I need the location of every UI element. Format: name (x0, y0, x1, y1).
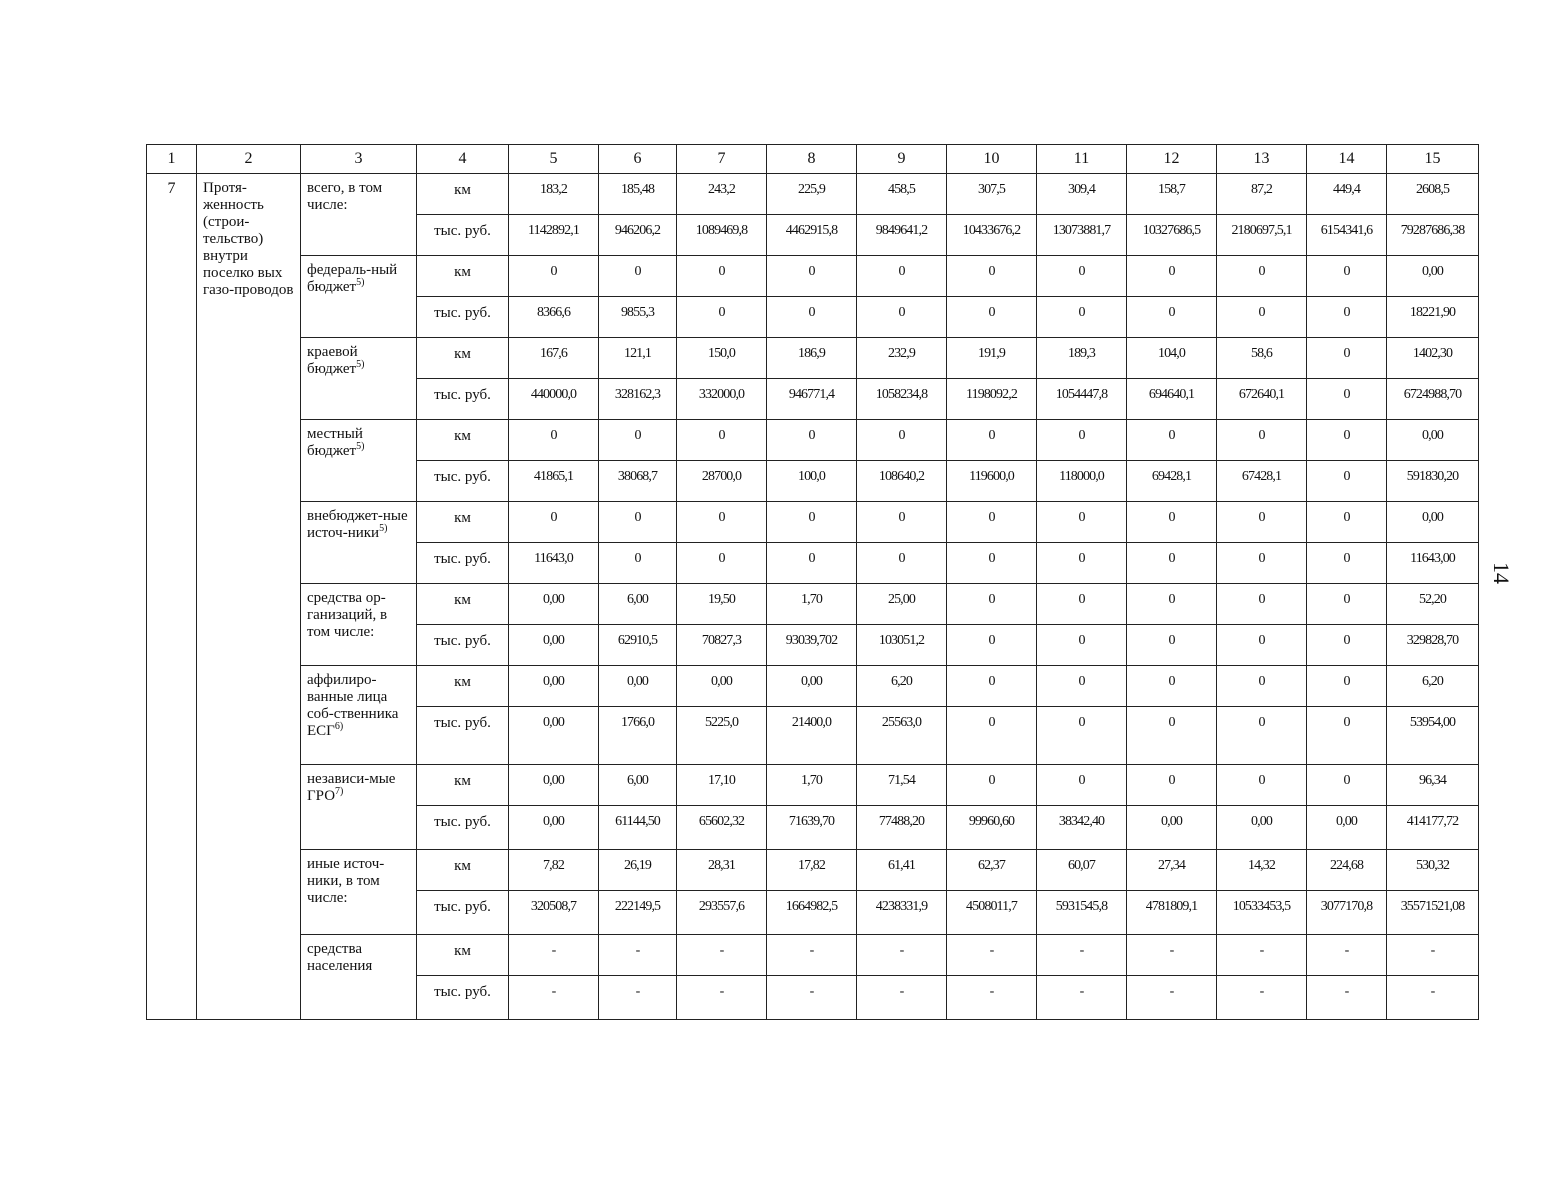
value-cell: 69428,1 (1127, 461, 1217, 502)
value-cell: 0,00 (509, 806, 599, 850)
value-cell: 70827,3 (677, 625, 767, 666)
value-cell: - (1307, 935, 1387, 976)
source-label-text: краевой бюджет (307, 344, 358, 377)
source-label (301, 935, 417, 1020)
unit-cell: тыс. руб. (417, 297, 509, 338)
header-cell: 2 (197, 145, 301, 174)
value-cell: 1,70 (767, 765, 857, 806)
value-cell: 591830,20 (1387, 461, 1479, 502)
footnote-mark: 6) (334, 721, 344, 732)
value-cell: 1402,30 (1387, 338, 1479, 379)
value-cell: 0 (1127, 297, 1217, 338)
value-cell: 0 (1127, 256, 1217, 297)
value-cell: 0,00 (767, 666, 857, 707)
table-row (147, 935, 1479, 976)
value-cell: 14,32 (1217, 850, 1307, 891)
table-row (147, 850, 1479, 891)
value-cell: 2180697,5,1 (1217, 215, 1307, 256)
value-cell: 0 (1307, 707, 1387, 765)
value-cell: 25,00 (857, 584, 947, 625)
value-cell: 225,9 (767, 174, 857, 215)
value-cell: 0 (947, 256, 1037, 297)
table-row (147, 420, 1479, 461)
source-label-text: независи-мые ГРО (307, 771, 396, 804)
value-cell: 232,9 (857, 338, 947, 379)
unit-cell: тыс. руб. (417, 806, 509, 850)
value-cell: 17,82 (767, 850, 857, 891)
source-label (301, 256, 417, 338)
value-cell: 0 (1037, 625, 1127, 666)
table-row (147, 765, 1479, 806)
header-cell: 10 (947, 145, 1037, 174)
value-cell: 28,31 (677, 850, 767, 891)
unit-cell: тыс. руб. (417, 891, 509, 935)
value-cell: 8366,6 (509, 297, 599, 338)
value-cell: 0 (677, 297, 767, 338)
footnote-mark: 7) (335, 786, 344, 797)
unit-cell: тыс. руб. (417, 379, 509, 420)
value-cell: 0 (1127, 707, 1217, 765)
value-cell: 0 (1037, 420, 1127, 461)
value-cell: 1,70 (767, 584, 857, 625)
unit-cell: км (417, 256, 509, 297)
value-cell: 0 (677, 502, 767, 543)
value-cell: - (1037, 935, 1127, 976)
value-cell: 0 (677, 256, 767, 297)
value-cell: 328162,3 (599, 379, 677, 420)
value-cell: 53954,00 (1387, 707, 1479, 765)
value-cell: 0 (509, 420, 599, 461)
value-cell: 62910,5 (599, 625, 677, 666)
source-label-text: федераль-ный бюджет (307, 262, 398, 295)
value-cell: 11643,00 (1387, 543, 1479, 584)
value-cell: 0,00 (509, 707, 599, 765)
value-cell: 0 (509, 256, 599, 297)
value-cell: 320508,7 (509, 891, 599, 935)
value-cell: 52,20 (1387, 584, 1479, 625)
value-cell: 307,5 (947, 174, 1037, 215)
value-cell: 0 (767, 543, 857, 584)
value-cell: 150,0 (677, 338, 767, 379)
value-cell: 0 (1307, 543, 1387, 584)
value-cell: 0 (1217, 256, 1307, 297)
source-label-text: средства ор-ганизаций, в том числе: (307, 590, 388, 640)
value-cell: 119600,0 (947, 461, 1037, 502)
value-cell: 0 (1037, 666, 1127, 707)
value-cell: 293557,6 (677, 891, 767, 935)
value-cell: 10533453,5 (1217, 891, 1307, 935)
value-cell: 61,41 (857, 850, 947, 891)
value-cell: 309,4 (1037, 174, 1127, 215)
value-cell: 0 (1307, 297, 1387, 338)
page-number: 14 (1489, 562, 1514, 584)
unit-cell: км (417, 502, 509, 543)
value-cell: 0 (1217, 543, 1307, 584)
value-cell: 0 (1127, 420, 1217, 461)
source-label (301, 850, 417, 935)
value-cell: 0 (1217, 765, 1307, 806)
value-cell: 1054447,8 (1037, 379, 1127, 420)
value-cell: 71639,70 (767, 806, 857, 850)
value-cell: 118000,0 (1037, 461, 1127, 502)
value-cell: 17,10 (677, 765, 767, 806)
value-cell: 0 (1307, 666, 1387, 707)
table-row (147, 338, 1479, 379)
value-cell: - (857, 935, 947, 976)
value-cell: 79287686,38 (1387, 215, 1479, 256)
value-cell: 694640,1 (1127, 379, 1217, 420)
value-cell: 0 (947, 707, 1037, 765)
value-cell: 5931545,8 (1037, 891, 1127, 935)
value-cell: 0,00 (509, 584, 599, 625)
value-cell: 0 (1127, 502, 1217, 543)
value-cell: 21400,0 (767, 707, 857, 765)
value-cell: 27,34 (1127, 850, 1217, 891)
data-table (146, 144, 1479, 1020)
header-cell: 11 (1037, 145, 1127, 174)
value-cell: 67428,1 (1217, 461, 1307, 502)
unit-cell: тыс. руб. (417, 707, 509, 765)
value-cell: 1058234,8 (857, 379, 947, 420)
value-cell: 103051,2 (857, 625, 947, 666)
header-cell: 14 (1307, 145, 1387, 174)
value-cell: 189,3 (1037, 338, 1127, 379)
value-cell: 93039,702 (767, 625, 857, 666)
value-cell: 0 (1127, 666, 1217, 707)
value-cell: 0 (947, 625, 1037, 666)
footnote-mark: 5) (356, 441, 365, 452)
value-cell: 0,00 (1127, 806, 1217, 850)
header-cell: 5 (509, 145, 599, 174)
value-cell: 0 (767, 297, 857, 338)
value-cell: 9849641,2 (857, 215, 947, 256)
value-cell: 1766,0 (599, 707, 677, 765)
unit-cell: км (417, 338, 509, 379)
value-cell: - (1127, 935, 1217, 976)
value-cell: - (677, 976, 767, 1020)
value-cell: 26,19 (599, 850, 677, 891)
header-cell: 4 (417, 145, 509, 174)
source-label (301, 666, 417, 765)
value-cell: 104,0 (1127, 338, 1217, 379)
value-cell: 183,2 (509, 174, 599, 215)
value-cell: 0 (767, 420, 857, 461)
header-cell: 3 (301, 145, 417, 174)
value-cell: 0 (1217, 297, 1307, 338)
value-cell: 0 (1037, 765, 1127, 806)
unit-cell: тыс. руб. (417, 215, 509, 256)
value-cell: 5225,0 (677, 707, 767, 765)
source-label (301, 338, 417, 420)
value-cell: 25563,0 (857, 707, 947, 765)
value-cell: 0,00 (1307, 806, 1387, 850)
value-cell: - (509, 935, 599, 976)
value-cell: 329828,70 (1387, 625, 1479, 666)
value-cell: - (1127, 976, 1217, 1020)
value-cell: 0 (509, 502, 599, 543)
value-cell: 0 (677, 420, 767, 461)
unit-cell: тыс. руб. (417, 976, 509, 1020)
value-cell: 1198092,2 (947, 379, 1037, 420)
value-cell: 0 (1307, 461, 1387, 502)
value-cell: 0 (1127, 584, 1217, 625)
table-row (147, 174, 1479, 215)
value-cell: - (947, 935, 1037, 976)
header-cell: 15 (1387, 145, 1479, 174)
value-cell: 77488,20 (857, 806, 947, 850)
value-cell: 87,2 (1217, 174, 1307, 215)
value-cell: - (509, 976, 599, 1020)
value-cell: 167,6 (509, 338, 599, 379)
value-cell: 100,0 (767, 461, 857, 502)
source-label-text: всего, в том числе: (307, 180, 383, 213)
value-cell: 0 (677, 543, 767, 584)
value-cell: 0 (947, 502, 1037, 543)
value-cell: 0 (1217, 584, 1307, 625)
value-cell: 61144,50 (599, 806, 677, 850)
value-cell: 0 (1307, 625, 1387, 666)
value-cell: 4781809,1 (1127, 891, 1217, 935)
value-cell: 1142892,1 (509, 215, 599, 256)
value-cell: - (677, 935, 767, 976)
value-cell: 0 (1037, 256, 1127, 297)
value-cell: 99960,60 (947, 806, 1037, 850)
value-cell: 224,68 (1307, 850, 1387, 891)
value-cell: 0 (947, 420, 1037, 461)
value-cell: - (599, 935, 677, 976)
value-cell: 158,7 (1127, 174, 1217, 215)
value-cell: 18221,90 (1387, 297, 1479, 338)
value-cell: 0 (947, 666, 1037, 707)
unit-cell: км (417, 666, 509, 707)
value-cell: 0 (1127, 765, 1217, 806)
value-cell: 222149,5 (599, 891, 677, 935)
table-row (147, 502, 1479, 543)
value-cell: 946206,2 (599, 215, 677, 256)
unit-cell: км (417, 584, 509, 625)
value-cell: 10433676,2 (947, 215, 1037, 256)
source-label (301, 420, 417, 502)
value-cell: 0 (857, 543, 947, 584)
source-label (301, 765, 417, 850)
value-cell: 0 (599, 502, 677, 543)
value-cell: 0 (1217, 502, 1307, 543)
value-cell: 7,82 (509, 850, 599, 891)
value-cell: 0 (947, 543, 1037, 584)
value-cell: 0 (767, 256, 857, 297)
header-cell: 8 (767, 145, 857, 174)
header-cell: 12 (1127, 145, 1217, 174)
footnote-mark: 5) (379, 523, 388, 534)
indicator-name: Протя-женность (строи-тельство) внутри поселко вых газо-проводов (197, 174, 301, 1020)
value-cell: 186,9 (767, 338, 857, 379)
value-cell: 0 (1217, 625, 1307, 666)
value-cell: 0 (1307, 338, 1387, 379)
value-cell: 0,00 (1387, 420, 1479, 461)
unit-cell: км (417, 850, 509, 891)
value-cell: 65602,32 (677, 806, 767, 850)
value-cell: 1089469,8 (677, 215, 767, 256)
value-cell: 0 (947, 765, 1037, 806)
value-cell: 0 (1037, 297, 1127, 338)
value-cell: 60,07 (1037, 850, 1127, 891)
value-cell: 38068,7 (599, 461, 677, 502)
header-row (147, 145, 1479, 174)
value-cell: 0,00 (509, 765, 599, 806)
row-number: 7 (147, 174, 197, 1020)
unit-cell: км (417, 174, 509, 215)
value-cell: - (1307, 976, 1387, 1020)
value-cell: 1664982,5 (767, 891, 857, 935)
value-cell: 0,00 (1387, 256, 1479, 297)
value-cell: 2608,5 (1387, 174, 1479, 215)
value-cell: 449,4 (1307, 174, 1387, 215)
unit-cell: тыс. руб. (417, 543, 509, 584)
value-cell: 440000,0 (509, 379, 599, 420)
value-cell: 11643,0 (509, 543, 599, 584)
value-cell: 0 (1037, 543, 1127, 584)
value-cell: 0 (599, 543, 677, 584)
value-cell: - (1217, 976, 1307, 1020)
source-label-text: иные источ-ники, в том числе: (307, 856, 385, 906)
value-cell: 35571521,08 (1387, 891, 1479, 935)
value-cell: 0 (1307, 256, 1387, 297)
value-cell: 71,54 (857, 765, 947, 806)
value-cell: - (1387, 935, 1479, 976)
value-cell: 41865,1 (509, 461, 599, 502)
value-cell: 6,20 (857, 666, 947, 707)
value-cell: 0 (857, 256, 947, 297)
header-cell: 6 (599, 145, 677, 174)
value-cell: 9855,3 (599, 297, 677, 338)
value-cell: 0 (1307, 502, 1387, 543)
unit-cell: км (417, 765, 509, 806)
value-cell: 4462915,8 (767, 215, 857, 256)
table-body (147, 174, 1479, 1020)
value-cell: 0 (1037, 584, 1127, 625)
value-cell: 6,20 (1387, 666, 1479, 707)
value-cell: 185,48 (599, 174, 677, 215)
value-cell: 672640,1 (1217, 379, 1307, 420)
value-cell: - (1217, 935, 1307, 976)
table-row (147, 666, 1479, 707)
value-cell: 0 (1307, 420, 1387, 461)
value-cell: 0 (767, 502, 857, 543)
value-cell: 0 (1127, 543, 1217, 584)
unit-cell: тыс. руб. (417, 625, 509, 666)
value-cell: 243,2 (677, 174, 767, 215)
value-cell: 121,1 (599, 338, 677, 379)
value-cell: 19,50 (677, 584, 767, 625)
value-cell: 0 (947, 584, 1037, 625)
value-cell: 0 (599, 256, 677, 297)
value-cell: - (599, 976, 677, 1020)
header-cell: 9 (857, 145, 947, 174)
value-cell: 4238331,9 (857, 891, 947, 935)
value-cell: - (767, 935, 857, 976)
value-cell: 332000,0 (677, 379, 767, 420)
value-cell: 0,00 (1217, 806, 1307, 850)
value-cell: 0 (1307, 379, 1387, 420)
unit-cell: км (417, 935, 509, 976)
unit-cell: тыс. руб. (417, 461, 509, 502)
value-cell: 6724988,70 (1387, 379, 1479, 420)
header-cell: 13 (1217, 145, 1307, 174)
header-cell: 1 (147, 145, 197, 174)
value-cell: 0,00 (509, 666, 599, 707)
value-cell: 0 (857, 420, 947, 461)
value-cell: 0 (1307, 584, 1387, 625)
value-cell: 0 (857, 502, 947, 543)
value-cell: - (947, 976, 1037, 1020)
source-label-text: внебюджет-ные источ-ники (307, 508, 408, 541)
value-cell: 0 (1217, 420, 1307, 461)
value-cell: 530,32 (1387, 850, 1479, 891)
source-label-text: средства населения (307, 941, 373, 974)
value-cell: 946771,4 (767, 379, 857, 420)
value-cell: 0 (857, 297, 947, 338)
value-cell: 4508011,7 (947, 891, 1037, 935)
value-cell: - (857, 976, 947, 1020)
value-cell: 0,00 (677, 666, 767, 707)
table-row (147, 256, 1479, 297)
value-cell: 3077170,8 (1307, 891, 1387, 935)
value-cell: 0,00 (509, 625, 599, 666)
footnote-mark: 5) (356, 277, 365, 288)
value-cell: 6154341,6 (1307, 215, 1387, 256)
value-cell: 0,00 (1387, 502, 1479, 543)
source-label (301, 174, 417, 256)
source-label (301, 502, 417, 584)
source-label (301, 584, 417, 666)
value-cell: 13073881,7 (1037, 215, 1127, 256)
value-cell: 96,34 (1387, 765, 1479, 806)
value-cell: 0,00 (599, 666, 677, 707)
value-cell: 58,6 (1217, 338, 1307, 379)
value-cell: 0 (947, 297, 1037, 338)
value-cell: 6,00 (599, 765, 677, 806)
value-cell: 0 (1037, 707, 1127, 765)
unit-cell: км (417, 420, 509, 461)
value-cell: 0 (1217, 707, 1307, 765)
value-cell: 28700,0 (677, 461, 767, 502)
value-cell: 458,5 (857, 174, 947, 215)
value-cell: 0 (1307, 765, 1387, 806)
value-cell: - (767, 976, 857, 1020)
value-cell: 0 (1037, 502, 1127, 543)
value-cell: 10327686,5 (1127, 215, 1217, 256)
value-cell: 0 (599, 420, 677, 461)
table-row (147, 584, 1479, 625)
value-cell: 414177,72 (1387, 806, 1479, 850)
value-cell: 191,9 (947, 338, 1037, 379)
footnote-mark: 5) (356, 359, 365, 370)
source-label-text: аффилиро-ванные лица соб-ственника ЕСГ (307, 672, 399, 739)
value-cell: 0 (1127, 625, 1217, 666)
header-cell: 7 (677, 145, 767, 174)
value-cell: 108640,2 (857, 461, 947, 502)
value-cell: 62,37 (947, 850, 1037, 891)
value-cell: - (1037, 976, 1127, 1020)
value-cell: - (1387, 976, 1479, 1020)
value-cell: 38342,40 (1037, 806, 1127, 850)
source-label-text: местный бюджет (307, 426, 363, 459)
value-cell: 6,00 (599, 584, 677, 625)
value-cell: 0 (1217, 666, 1307, 707)
